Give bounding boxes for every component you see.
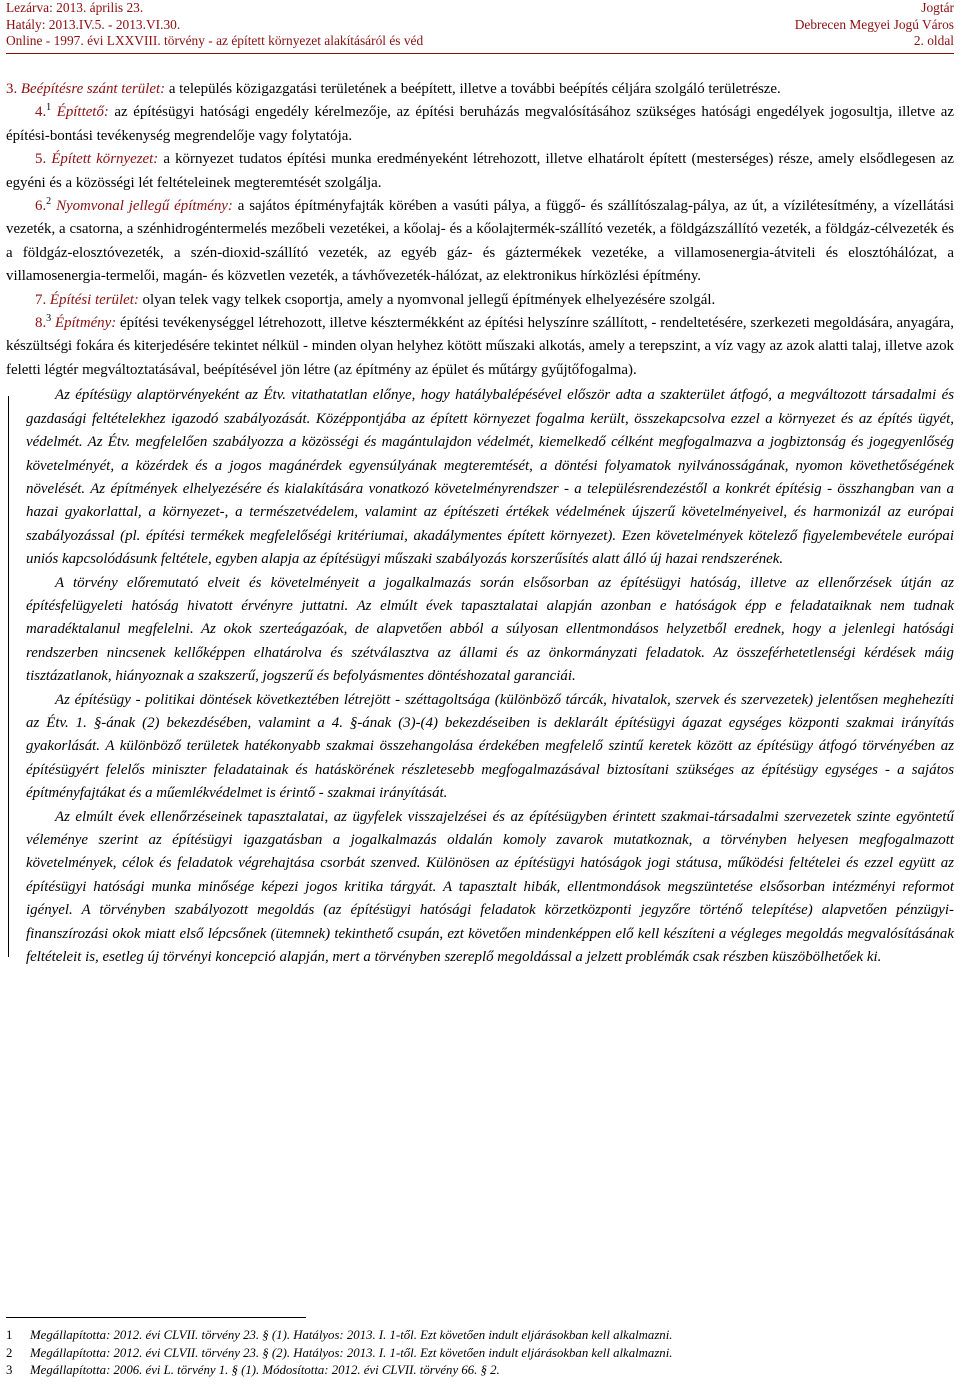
footnote-ref[interactable]: 1: [46, 102, 52, 114]
footnote: [6, 1327, 954, 1345]
definition-number: 3.: [6, 81, 18, 97]
page-header: [6, 0, 954, 50]
definition-item: [6, 312, 954, 382]
definition-item: [6, 101, 954, 148]
definition-item: [6, 289, 954, 312]
footnote-divider: [6, 1317, 306, 1318]
footnote-ref[interactable]: 2: [46, 196, 52, 208]
header-page-number: 2. oldal: [913, 33, 954, 48]
definition-term: Beépítésre szánt terület:: [20, 81, 166, 97]
header-left: [6, 0, 423, 50]
definition-text: olyan telek vagy telkek csoportja, amely a nyomvonal jellegű építmények elhelyezésére szolgál.: [138, 291, 716, 308]
footnote: [6, 1345, 954, 1363]
footnotes: [6, 1327, 954, 1380]
footnote-number: 1: [6, 1328, 13, 1342]
footnote-text: Megállapította: 2006. évi L. törvény 1. § (1). Módosította: 2012. évi CLVII. törvény 66. § 2.: [30, 1363, 500, 1377]
header-law-title: Online - 1997. évi LXXVIII. törvény - az épített környezet alakításáról és véd: [6, 33, 424, 48]
header-right: [795, 0, 954, 50]
definition-term: Nyomvonal jellegű építmény:: [56, 198, 233, 215]
header-effective-period: Hatály: 2013.IV.5. - 2013.VI.30.: [6, 16, 181, 32]
definition-number: 4.: [35, 104, 47, 121]
definition-number: 8.: [35, 315, 47, 332]
header-licensee: Debrecen Megyei Jogú Város: [794, 16, 954, 32]
definition-text: a környezet tudatos építési munka eredményeként létrehozott, illetve elhatárolt épített (mesterséges) része, amely elsődlegesen az egyéni és a közösségi lét feltételeinek megteremtését szolgálja.: [6, 151, 954, 191]
commentary-paragraph: Az építésügy alaptörvényeként az Étv. vitathatatlan előnye, hogy hatálybalépésével először adta a szakterület átfogó, a megváltozott társadalmi és gazdasági feltételekhez igazodó szabályozását. Középpontjába az épített környezet fogalma került, összekapcsolva ezzel a környezet és az építés ügyét, védelmét. Az Étv. megfelelően szabályozza a közösségi és magántulajdon védelmét, kiemelkedő célként megfogalmazva a jogbiztonság és jogegyenlőség követelményét, a közérdek és a jogos magánérdek egyensúlyának megteremtését, a döntési folyamatok nyilvánosságának, nyomon követhetőségének növelését. Az építmények elhelyezésére és kialakítására vonatkozó követelményrendszer - a településrendezéstől a konkrét építésig - összhangban van a hazai gyakorlattal, a környezet-, a természetvédelem, valamint az építészeti értékek védelmének újszerű követelményeivel, és harmonizál az európai szabályozással (pl. építési termékek megfelelőségi kritériumai, akadálymentes épített környezet). Ezen követelmények kötelező figyelembevétele európai uniós kapcsolódásunk feltétele, egyben alapja az építésügyi műszaki szabályozás korszerűsítés alatt álló új hazai rendszerének.: [26, 387, 954, 568]
commentary-paragraph: A törvény előremutató elveit és követelményeit a jogalkalmazás során elsősorban az építésügyi hatóság, illetve az ellenőrzések útján az építésfelügyeleti hatóság hivatott érvényre juttatni. Az elmúlt évek tapasztalatai alapján azonban e hatóságok épp e feladataiknak nem tudnak maradéktalanul megfelelni. Az okok szerteágazóak, de alapvetően abból a súlyosan ellentmondásos helyzetből erednek, hogy a jelenlegi hatósági rendszerben nincsenek kellőképpen elhatárolva és szétválasztva az állami és az önkormányzati feladatok. Az összeférhetetlenségi kérdések máig tisztázatlanok, hiányoznak a szakszerű, jogszerű és befolyásmentes döntéshozatal garanciái.: [26, 574, 954, 685]
definition-term: Építmény:: [55, 315, 117, 332]
header-publisher: Jogtár: [921, 0, 954, 15]
definition-term: Épített környezet:: [51, 151, 159, 168]
header-closed-date: Lezárva: 2013. április 23.: [6, 0, 144, 15]
footnote-number: 2: [6, 1345, 13, 1360]
footnote-number: 3: [6, 1363, 13, 1377]
definition-item: [6, 195, 954, 289]
footnote-text: Megállapította: 2012. évi CLVII. törvény 23. § (1). Hatályos: 2013. I. 1-től. Ezt követően indult eljárásokban kell alkalmazni.: [30, 1328, 673, 1342]
definition-item: [6, 148, 954, 195]
definition-number: 7.: [35, 291, 47, 308]
definition-text: a település közigazgatási területének a beépített, illetve a további beépítés céljára szolgáló területrésze.: [165, 81, 781, 97]
definition-text: építési tevékenységgel létrehozott, illetve késztermékként az építési helyszínre szállított, - rendeltetésére, szerkezeti megoldására, anyagára, készültségi fokára és kiterjedésére tekintet nélkül - minden olyan helyhez kötött műszaki alkotás, amely a terepszint, a víz vagy az azok alatti talaj, illetve azok feletti légtér megváltoztatásával, beépítésével jön létre (az építmény az épület és műtárgy gyűjtőfogalma).: [6, 315, 954, 378]
commentary-paragraph: Az építésügy - politikai döntések következtében létrejött - széttagoltsága (különböző tárcák, hivatalok, szervek és szervezetek) jelentősen meghehezíti az Étv. 1. §-ának (2) bekezdésében, valamint a 4. §-ának (3)-(4) bekezdéseiben is deklarált építésügyi ágazat egységes központi szakmai irányítás gyakorlását. A különböző területek hatékonyabb szakmai összehangolása érdekében megfelelő szintű keretek között az építésügy átfogó törvényében az építésügyért felelős miniszter feladatainak és hatáskörének részletesebb megfogalmazásával biztosítani szükséges az építésügy egységes - a sajátos építményfajtákat és a műemlékvédelmet is érintő - szakmai irányítását.: [26, 691, 954, 802]
header-divider: [6, 53, 954, 54]
definition-term: Építési terület:: [49, 291, 139, 308]
footnote: [6, 1362, 954, 1380]
definition-text: a sajátos építményfajták körében a vasúti pálya, a függő- és szállítószalag-pálya, az út, a vízilétesítmény, a vízellátási vezeték, a csatorna, a szénhidrogéntermelés mezőbeli vezetékei, a kőolaj- és a kőolajtermék-szállító vezeték, a földgázszállító vezeték, a földgáz-célvezeték és a földgáz-elosztóvezeték, a szén-dioxid-szállító vezeték, az egyéb gáz- és gáztermékek vezetéke, a villamosenergia-átviteli és elosztóhálózat, a villamosenergia-termelői, magán- és közvetlen vezeték, a távhővezeték-hálózat, az elektronikus hírközlési építmény.: [6, 198, 954, 285]
definition-number: 6.: [35, 198, 47, 215]
definition-text: az építésügyi hatósági engedély kérelmezője, az építési beruházás megvalósításához szükséges hatósági engedélyek jogosultja, illetve az építési-bontási tevékenység megrendelője vagy folytatója.: [6, 104, 954, 144]
definition-term: Építtető:: [56, 104, 109, 121]
definition-number: 5.: [35, 151, 47, 168]
commentary-margin-bar: [8, 396, 9, 957]
footnote-text: Megállapította: 2012. évi CLVII. törvény 23. § (2). Hatályos: 2013. I. 1-től. Ezt követően indult eljárásokban kell alkalmazni.: [30, 1345, 673, 1360]
definition-item: [6, 78, 954, 101]
document-body: [6, 78, 954, 969]
commentary-block: [26, 384, 954, 969]
footnote-ref[interactable]: 3: [46, 313, 52, 325]
commentary-paragraph: Az elmúlt évek ellenőrzéseinek tapasztalatai, az ügyfelek visszajelzései és az építésügyben érintett szakmai-társadalmi szervezetek szinte egyöntetű véleménye szerint az építésügyi igazgatásban a jogalkalmazás oldalán komoly zavarok mutatkoznak, a törvényben helyesen megfogalmazott követelmények, célok és feladatok végrehajtása csorbát szenved. Különösen az építésügyi hatóságok jogi státusa, működési feltételei és ezzel együtt az építésügyi hatósági munka minősége képezi jogos kritika tárgyát. A tapasztalt hibák, ellentmondások megszüntetése elsősorban intézményi reformot igényel. A törvényben szabályozott megoldás (az építésügyi hatósági feladatok körzetközponti jegyzőre történő telepítése) alapvetően pénzügyi-finanszírozási okok miatt első lépcsőnek (ütemnek) tekinthető csupán, ezt követően mindenképpen elő kell készíteni a végleges megoldás megvalósításának feltételeit is, esetleg új törvényi koncepció alapján, mert a törvényben szereplő megoldással a jelzett problémák csak részben küszöbölhetőek ki.: [26, 808, 954, 966]
